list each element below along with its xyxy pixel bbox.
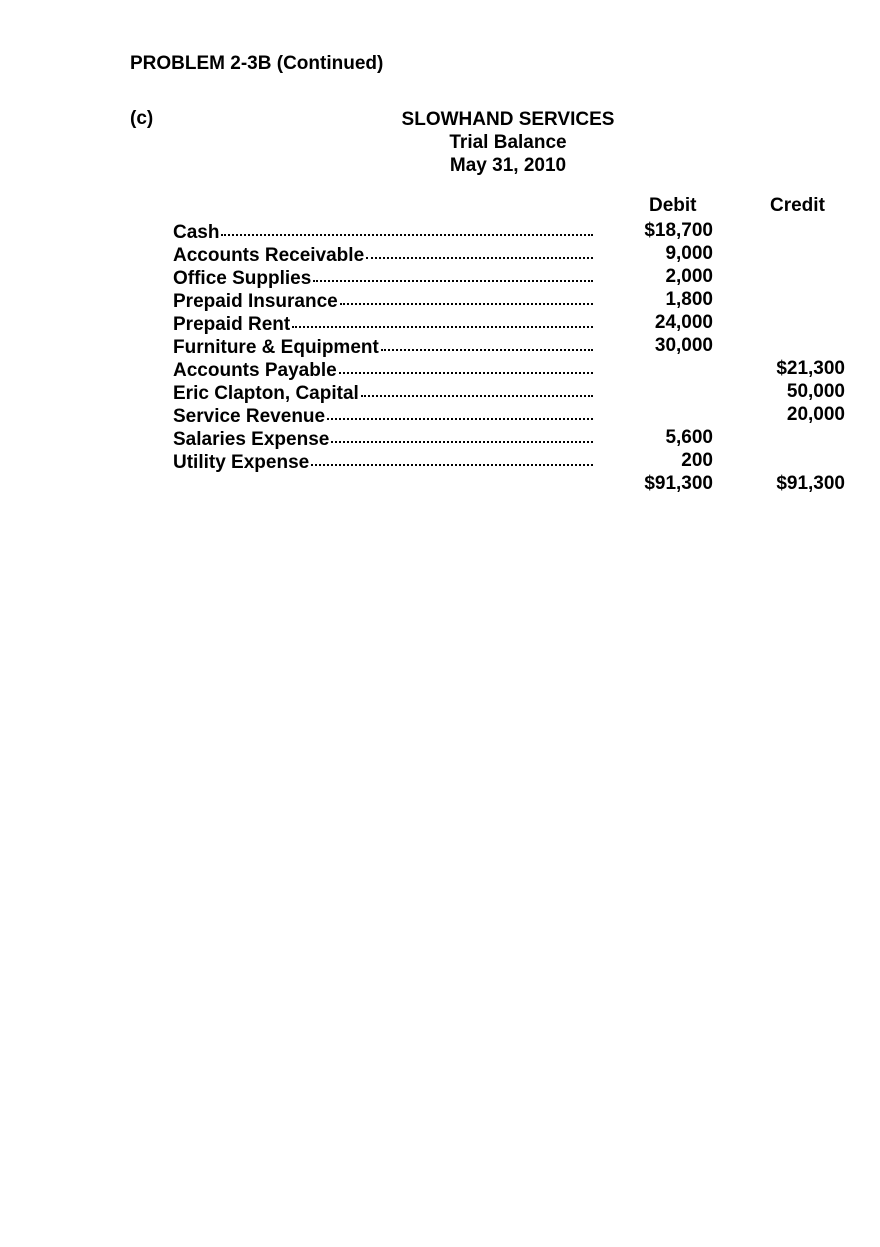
account-name: Cash xyxy=(173,222,220,243)
statement-date: May 31, 2010 xyxy=(449,155,567,176)
account-name: Office Supplies xyxy=(173,268,312,289)
dot-leader xyxy=(340,288,593,305)
table-row xyxy=(173,426,845,449)
table-row xyxy=(173,288,845,311)
dot-leader xyxy=(331,426,593,443)
account-name-cell xyxy=(173,426,593,451)
account-name-cell xyxy=(173,265,593,290)
debit-amount: $18,700 xyxy=(644,220,713,241)
account-name: Salaries Expense xyxy=(173,429,330,450)
statement-header xyxy=(398,108,618,177)
dot-leader xyxy=(327,403,593,420)
account-name-cell xyxy=(173,242,593,267)
account-name: Accounts Payable xyxy=(173,360,337,381)
credit-total: $91,300 xyxy=(776,473,845,494)
debit-amount: 24,000 xyxy=(654,312,713,333)
account-name: Prepaid Rent xyxy=(173,314,291,335)
totals-row xyxy=(173,472,845,495)
debit-amount: 1,800 xyxy=(665,289,713,310)
dot-leader xyxy=(339,357,593,374)
dot-leader xyxy=(381,334,593,351)
account-name: Eric Clapton, Capital xyxy=(173,383,359,404)
problem-title: PROBLEM 2-3B (Continued) xyxy=(130,53,384,74)
debit-total: $91,300 xyxy=(644,473,713,494)
account-name-cell xyxy=(173,311,593,336)
account-name: Utility Expense xyxy=(173,452,310,473)
table-row xyxy=(173,357,845,380)
table-row xyxy=(173,242,845,265)
account-name-cell xyxy=(173,334,593,359)
account-name-cell xyxy=(173,380,593,405)
table-row xyxy=(173,334,845,357)
table-row xyxy=(173,449,845,472)
account-name-cell xyxy=(173,403,593,428)
account-name-cell xyxy=(173,288,593,313)
table-row xyxy=(173,311,845,334)
account-name-cell xyxy=(173,357,593,382)
debit-amount: 9,000 xyxy=(665,243,713,264)
account-name-cell xyxy=(173,219,593,244)
debit-column-header: Debit xyxy=(649,195,697,216)
debit-amount: 5,600 xyxy=(665,427,713,448)
table-row xyxy=(173,219,845,242)
dot-leader xyxy=(311,449,593,466)
table-row xyxy=(173,403,845,426)
account-name: Furniture & Equipment xyxy=(173,337,379,358)
table-row xyxy=(173,380,845,403)
credit-amount: 20,000 xyxy=(786,404,845,425)
dot-leader xyxy=(221,219,593,236)
credit-column-header: Credit xyxy=(770,195,825,216)
account-name: Service Revenue xyxy=(173,406,326,427)
trial-balance-table xyxy=(173,219,845,495)
dot-leader xyxy=(313,265,593,282)
company-name: SLOWHAND SERVICES xyxy=(401,109,615,130)
statement-title: Trial Balance xyxy=(449,132,567,153)
debit-amount: 200 xyxy=(681,450,713,471)
dot-leader xyxy=(366,242,593,259)
dot-leader xyxy=(292,311,593,328)
account-name-cell xyxy=(173,449,593,474)
credit-amount: $21,300 xyxy=(776,358,845,379)
part-label: (c) xyxy=(130,108,154,129)
dot-leader xyxy=(361,380,593,397)
credit-amount: 50,000 xyxy=(786,381,845,402)
account-name: Prepaid Insurance xyxy=(173,291,338,312)
table-row xyxy=(173,265,845,288)
debit-amount: 30,000 xyxy=(654,335,713,356)
debit-amount: 2,000 xyxy=(665,266,713,287)
account-name: Accounts Receivable xyxy=(173,245,365,266)
